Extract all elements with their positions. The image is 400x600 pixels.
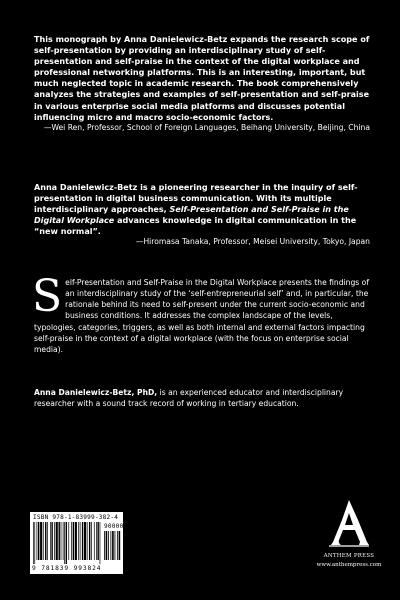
endorsement-text-start: Anna Danielewicz-Betz is a pioneering researcher in the inquiry of self-presentation in digital business communication. With its multiple interdisciplinary approaches, (34, 183, 358, 215)
publisher-url: www.anthempress.com (316, 562, 382, 568)
publisher-logo (308, 498, 390, 573)
author-bio-text: is an experienced educator and interdisciplinary researcher with a sound track record of working in tertiary education. (34, 388, 344, 409)
endorsement-text-end: advances knowledge in digital communication in the “new normal”. (34, 216, 357, 237)
endorsement-attribution: —Wei Ren, Professor, School of Foreign Languages, Beihang University, Beijing, China (43, 122, 370, 132)
author-name: Anna Danielewicz-Betz, PhD, (34, 388, 158, 397)
endorsement-text (34, 182, 370, 237)
author-bio (34, 387, 370, 409)
drop-cap: S (32, 271, 63, 322)
isbn-label: ISBN 978-1-83999-382-4 (33, 514, 119, 521)
endorsement-wei-ren (34, 34, 370, 133)
endorsement-attribution: —Hiromasa Tanaka, Professor, Meisei University, Tokyo, Japan (135, 237, 370, 247)
anthem-logo-icon (327, 498, 371, 550)
barcode-addon-bars (104, 531, 121, 564)
endorsement-text: This monograph by Anna Danielewicz-Betz expands the research scope of self-presentation by providing an interdisciplinary study of self-presentation and self-praise in the context of the digital workplace and professional networking platforms. This is an interesting, important, but much neglected topic in academic research. The book comprehensively analyzes the strategies and examples of self-presentation and self-praise in various enterprise social media platforms and discusses potential influencing micro and macro socio-economic factors. (34, 35, 370, 122)
barcode-bars (33, 522, 101, 564)
barcode-digits: 9 781839 993824 (32, 565, 102, 572)
book-description (32, 271, 370, 355)
endorsement-hiromasa-tanaka (34, 182, 370, 248)
description-text: elf-Presentation and Self-Praise in the Digital Workplace presents the findings of an interdisciplinary study of the ‘self-entrepreneurial self’ and, in particular, the rationale behind its need to self-present under the current socio-economic and business conditions. It addresses the complex landscape of the levels, typologies, categories, triggers, as well as both internal and external factors impacting self-praise in the context of a digital workplace (with the focus on enterprise social media). (34, 278, 370, 354)
barcode-addon-number: 90000 (104, 523, 124, 530)
publisher-name: ANTHEM PRESS (323, 553, 375, 559)
book-title: Self-Presentation and Self-Praise in the Digital Workplace (34, 205, 349, 226)
isbn-barcode (30, 512, 123, 574)
